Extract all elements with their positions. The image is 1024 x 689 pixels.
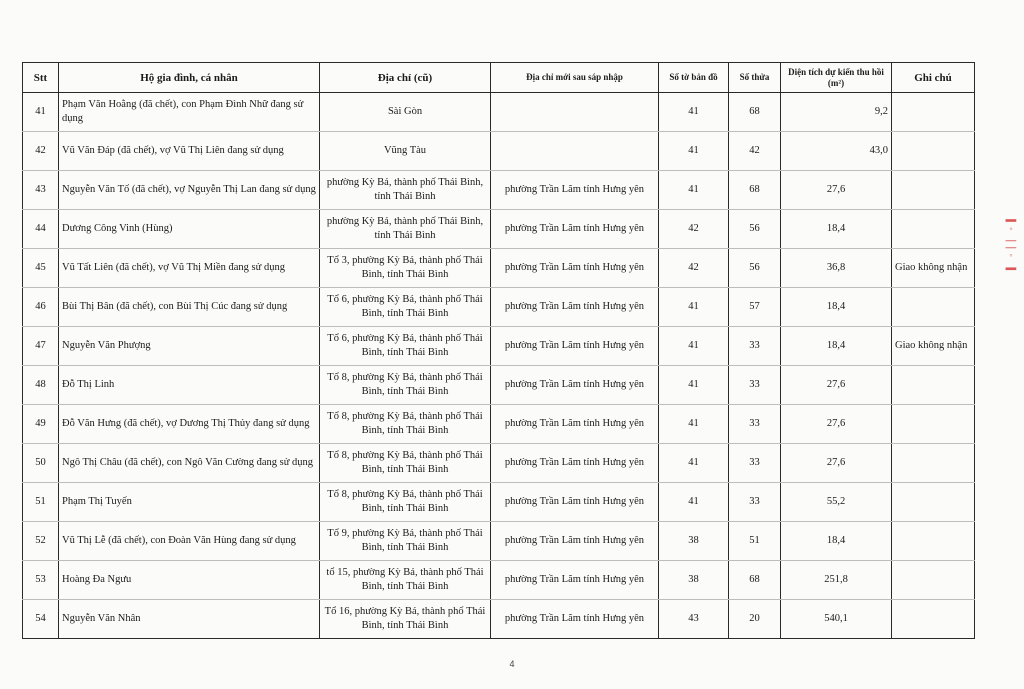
row-household: Vũ Văn Đáp (đã chết), vợ Vũ Thị Liên đang sử dụng xyxy=(59,132,320,171)
table-row xyxy=(23,483,975,522)
row-area: 18,4 xyxy=(781,522,892,561)
row-parcel: 56 xyxy=(729,210,781,249)
row-note xyxy=(892,600,975,639)
row-stt: 53 xyxy=(23,561,59,600)
row-household: Vũ Thị Lễ (đã chết), con Đoàn Văn Hùng đang sử dụng xyxy=(59,522,320,561)
red-stamp-mark: ▍ ◦ ▏▏◦ ▍ xyxy=(1006,214,1016,270)
row-map-sheet: 41 xyxy=(659,93,729,132)
row-map-sheet: 41 xyxy=(659,327,729,366)
row-map-sheet: 41 xyxy=(659,171,729,210)
row-new-address: phường Trần Lãm tỉnh Hưng yên xyxy=(491,210,659,249)
row-old-address: Tổ 6, phường Kỳ Bá, thành phố Thái Bình, tỉnh Thái Bình xyxy=(320,288,491,327)
row-note xyxy=(892,444,975,483)
row-parcel: 33 xyxy=(729,327,781,366)
row-note xyxy=(892,93,975,132)
row-area: 36,8 xyxy=(781,249,892,288)
row-note xyxy=(892,366,975,405)
row-note: Giao không nhận xyxy=(892,249,975,288)
row-new-address: phường Trần Lãm tỉnh Hưng yên xyxy=(491,327,659,366)
table-row xyxy=(23,132,975,171)
row-new-address: phường Trần Lãm tỉnh Hưng yên xyxy=(491,444,659,483)
table-row xyxy=(23,522,975,561)
table-body xyxy=(23,93,975,639)
row-new-address: phường Trần Lãm tỉnh Hưng yên xyxy=(491,522,659,561)
row-stt: 41 xyxy=(23,93,59,132)
row-stt: 54 xyxy=(23,600,59,639)
row-old-address: Tổ 8, phường Kỳ Bá, thành phố Thái Bình, tỉnh Thái Bình xyxy=(320,483,491,522)
row-map-sheet: 42 xyxy=(659,210,729,249)
row-parcel: 33 xyxy=(729,483,781,522)
row-area: 27,6 xyxy=(781,171,892,210)
row-parcel: 57 xyxy=(729,288,781,327)
row-old-address: Tổ 6, phường Kỳ Bá, thành phố Thái Bình, tỉnh Thái Bình xyxy=(320,327,491,366)
row-old-address: Tổ 16, phường Kỳ Bá, thành phố Thái Bình, tỉnh Thái Bình xyxy=(320,600,491,639)
row-parcel: 42 xyxy=(729,132,781,171)
header-parcel: Số thửa xyxy=(729,63,781,93)
row-parcel: 51 xyxy=(729,522,781,561)
row-note xyxy=(892,405,975,444)
row-map-sheet: 41 xyxy=(659,366,729,405)
row-parcel: 20 xyxy=(729,600,781,639)
header-area: Diện tích dự kiến thu hồi (m²) xyxy=(781,63,892,93)
row-new-address xyxy=(491,132,659,171)
row-note xyxy=(892,132,975,171)
table-row xyxy=(23,93,975,132)
row-household: Dương Công Vinh (Hùng) xyxy=(59,210,320,249)
table-row xyxy=(23,561,975,600)
row-old-address: tổ 15, phường Kỳ Bá, thành phố Thái Bình, tỉnh Thái Bình xyxy=(320,561,491,600)
table-row xyxy=(23,327,975,366)
row-map-sheet: 38 xyxy=(659,522,729,561)
row-old-address: Tổ 3, phường Kỳ Bá, thành phố Thái Bình, tỉnh Thái Bình xyxy=(320,249,491,288)
row-area: 540,1 xyxy=(781,600,892,639)
header-old-address: Địa chỉ (cũ) xyxy=(320,63,491,93)
row-stt: 42 xyxy=(23,132,59,171)
row-parcel: 68 xyxy=(729,171,781,210)
row-area: 18,4 xyxy=(781,210,892,249)
table-row xyxy=(23,405,975,444)
row-stt: 48 xyxy=(23,366,59,405)
row-stt: 47 xyxy=(23,327,59,366)
row-new-address: phường Trần Lãm tỉnh Hưng yên xyxy=(491,249,659,288)
row-new-address xyxy=(491,93,659,132)
row-new-address: phường Trần Lãm tỉnh Hưng yên xyxy=(491,600,659,639)
row-household: Nguyễn Văn Phượng xyxy=(59,327,320,366)
row-area: 9,2 xyxy=(781,93,892,132)
row-note xyxy=(892,561,975,600)
table-header xyxy=(23,63,975,93)
row-old-address: phường Kỳ Bá, thành phố Thái Bình, tỉnh Thái Bình xyxy=(320,171,491,210)
row-stt: 43 xyxy=(23,171,59,210)
row-parcel: 56 xyxy=(729,249,781,288)
header-household: Hộ gia đình, cá nhân xyxy=(59,63,320,93)
row-parcel: 33 xyxy=(729,366,781,405)
header-stt: Stt xyxy=(23,63,59,93)
row-area: 27,6 xyxy=(781,405,892,444)
row-household: Ngô Thị Châu (đã chết), con Ngô Văn Cường đang sử dụng xyxy=(59,444,320,483)
row-area: 27,6 xyxy=(781,366,892,405)
row-area: 55,2 xyxy=(781,483,892,522)
row-stt: 51 xyxy=(23,483,59,522)
table-row xyxy=(23,171,975,210)
row-new-address: phường Trần Lãm tỉnh Hưng yên xyxy=(491,366,659,405)
row-map-sheet: 41 xyxy=(659,132,729,171)
row-note xyxy=(892,522,975,561)
header-new-address: Địa chỉ mới sau sáp nhập xyxy=(491,63,659,93)
row-old-address: Tổ 8, phường Kỳ Bá, thành phố Thái Bình, tỉnh Thái Bình xyxy=(320,366,491,405)
row-old-address: Tổ 8, phường Kỳ Bá, thành phố Thái Bình, tỉnh Thái Bình xyxy=(320,444,491,483)
row-note: Giao không nhận xyxy=(892,327,975,366)
row-stt: 49 xyxy=(23,405,59,444)
row-household: Hoàng Đa Ngưu xyxy=(59,561,320,600)
row-parcel: 33 xyxy=(729,405,781,444)
row-household: Phạm Văn Hoằng (đã chết), con Phạm Đình Nhữ đang sử dụng xyxy=(59,93,320,132)
row-new-address: phường Trần Lãm tỉnh Hưng yên xyxy=(491,483,659,522)
row-map-sheet: 38 xyxy=(659,561,729,600)
land-recovery-table xyxy=(22,62,975,639)
row-household: Phạm Thị Tuyến xyxy=(59,483,320,522)
row-area: 18,4 xyxy=(781,327,892,366)
row-map-sheet: 41 xyxy=(659,405,729,444)
row-note xyxy=(892,288,975,327)
row-parcel: 33 xyxy=(729,444,781,483)
row-note xyxy=(892,483,975,522)
row-household: Đỗ Văn Hưng (đã chết), vợ Dương Thị Thủy đang sử dụng xyxy=(59,405,320,444)
row-household: Nguyễn Văn Tố (đã chết), vợ Nguyễn Thị Lan đang sử dụng xyxy=(59,171,320,210)
table-row xyxy=(23,366,975,405)
row-stt: 50 xyxy=(23,444,59,483)
row-old-address: Vũng Tàu xyxy=(320,132,491,171)
row-new-address: phường Trần Lãm tỉnh Hưng yên xyxy=(491,561,659,600)
row-household: Bùi Thị Bân (đã chết), con Bùi Thị Cúc đang sử dụng xyxy=(59,288,320,327)
row-map-sheet: 43 xyxy=(659,600,729,639)
header-note: Ghi chú xyxy=(892,63,975,93)
row-area: 27,6 xyxy=(781,444,892,483)
row-parcel: 68 xyxy=(729,93,781,132)
table-row xyxy=(23,288,975,327)
row-household: Đỗ Thị Linh xyxy=(59,366,320,405)
row-stt: 46 xyxy=(23,288,59,327)
row-note xyxy=(892,210,975,249)
row-area: 251,8 xyxy=(781,561,892,600)
row-new-address: phường Trần Lãm tỉnh Hưng yên xyxy=(491,288,659,327)
row-area: 18,4 xyxy=(781,288,892,327)
row-stt: 44 xyxy=(23,210,59,249)
row-new-address: phường Trần Lãm tỉnh Hưng yên xyxy=(491,405,659,444)
row-stt: 52 xyxy=(23,522,59,561)
row-new-address: phường Trần Lãm tỉnh Hưng yên xyxy=(491,171,659,210)
row-map-sheet: 41 xyxy=(659,288,729,327)
row-map-sheet: 41 xyxy=(659,444,729,483)
table-row xyxy=(23,249,975,288)
row-old-address: Tổ 9, phường Kỳ Bá, thành phố Thái Bình, tỉnh Thái Bình xyxy=(320,522,491,561)
row-note xyxy=(892,171,975,210)
row-old-address: phường Kỳ Bá, thành phố Thái Bình, tỉnh Thái Bình xyxy=(320,210,491,249)
row-map-sheet: 42 xyxy=(659,249,729,288)
table-row xyxy=(23,210,975,249)
table-row xyxy=(23,600,975,639)
row-stt: 45 xyxy=(23,249,59,288)
row-household: Nguyễn Văn Nhân xyxy=(59,600,320,639)
row-old-address: Tổ 8, phường Kỳ Bá, thành phố Thái Bình, tỉnh Thái Bình xyxy=(320,405,491,444)
page-number: 4 xyxy=(509,659,515,669)
row-parcel: 68 xyxy=(729,561,781,600)
header-map-sheet: Số tờ bản đồ xyxy=(659,63,729,93)
row-area: 43,0 xyxy=(781,132,892,171)
row-map-sheet: 41 xyxy=(659,483,729,522)
table-row xyxy=(23,444,975,483)
row-old-address: Sài Gòn xyxy=(320,93,491,132)
row-household: Vũ Tất Liên (đã chết), vợ Vũ Thị Miền đang sử dụng xyxy=(59,249,320,288)
